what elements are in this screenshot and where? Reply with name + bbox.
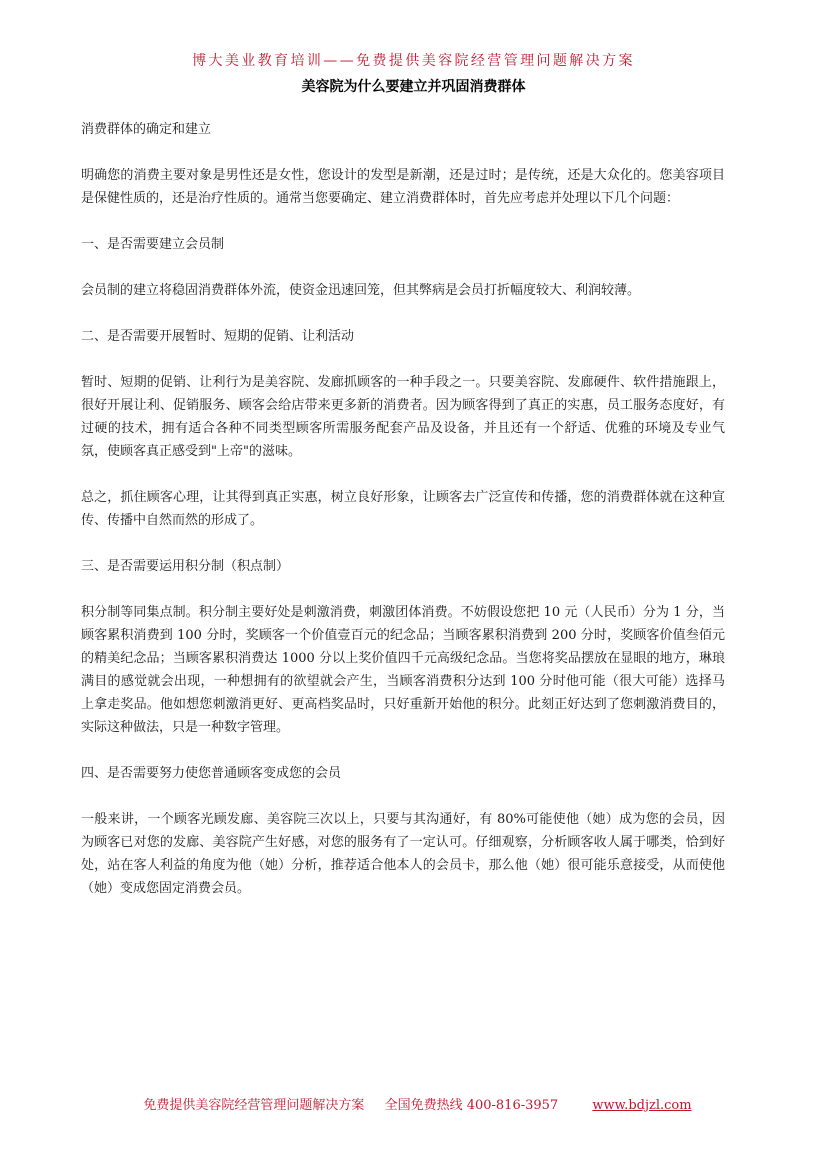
section-heading: 四、是否需要努力使您普通顾客变成您的会员 xyxy=(81,766,342,781)
body-paragraph: 会员制的建立将稳固消费群体外流，使资金迅速回笼，但其弊病是会员打折幅度较大、利润较薄。 xyxy=(81,283,641,298)
document-body xyxy=(81,118,725,900)
body-paragraph: 积分制等同集点制。积分制主要好处是刺激消费，刺激团体消费。不妨假设您把 10 元（人民币）分为 1 分，当顾客累积消费到 100 分时，奖顾客一个价值壹百元的纪念品；当顾客累积消费到 200 分时，奖顾客价值叁佰元的精美纪念品；当顾客累积消费达 1000 分以上奖价值四千元高级纪念品。当您将奖品摆放在显眼的地方，琳琅满目的感觉就会出现，一种想拥有的欲望就会产生，当顾客消费积分达到 100 分时他可能（很大可能）选择马上拿走奖品。他如想您刺激消更好、更高档奖品时，只好重新开始他的积分。此刻正好达到了您刺激消费目的，实际这种做法，只是一种数字管理。 xyxy=(81,605,725,735)
footer-website-link[interactable]: www.bdjzl.com xyxy=(592,1098,692,1113)
section-heading: 一、是否需要建立会员制 xyxy=(81,237,225,252)
page-footer xyxy=(0,1094,827,1113)
body-paragraph: 明确您的消费主要对象是男性还是女性，您设计的发型是新潮，还是过时；是传统，还是大众化的。您美容项目是保健性质的，还是治疗性质的。通常当您要确定、建立消费群体时，首先应考虑并处理以下几个问题： xyxy=(81,168,725,206)
footer-hotline: 全国免费热线 400-816-3957 xyxy=(384,1098,559,1113)
section-heading: 消费群体的确定和建立 xyxy=(81,122,212,137)
body-paragraph: 总之，抓住顾客心理，让其得到真正实惠，树立良好形象，让顾客去广泛宣传和传播，您的消费群体就在这种宣传、传播中自然而然的形成了。 xyxy=(81,490,725,528)
body-paragraph: 暂时、短期的促销、让利行为是美容院、发廊抓顾客的一种手段之一。只要美容院、发廊硬件、软件措施跟上，很好开展让利、促销服务、顾客会给店带来更多新的消费者。因为顾客得到了真正的实惠，员工服务态度好，有过硬的技术，拥有适合各种不同类型顾客所需服务配套产品及设备，并且还有一个舒适、优雅的环境及专业气氛，使顾客真正感受到"上帝"的滋味。 xyxy=(81,375,725,459)
section-heading: 三、是否需要运用积分制（积点制） xyxy=(81,559,290,574)
footer-slogan: 免费提供美容院经营管理问题解决方案 xyxy=(143,1098,365,1113)
body-paragraph: 一般来讲，一个顾客光顾发廊、美容院三次以上，只要与其沟通好，有 80%可能使他（她）成为您的会员，因为顾客已对您的发廊、美容院产生好感，对您的服务有了一定认可。仔细观察，分析顾客收人属于哪类，恰到好处，站在客人利益的角度为他（她）分析，推荐适合他本人的会员卡，那么他（她）很可能乐意接受，从而使他（她）变成您固定消费会员。 xyxy=(81,812,725,896)
document-title: 美容院为什么要建立并巩固消费群体 xyxy=(301,79,526,95)
section-heading: 二、是否需要开展暂时、短期的促销、让利活动 xyxy=(81,329,355,344)
header-banner: 博大美业教育培训——免费提供美容院经营管理问题解决方案 xyxy=(192,53,635,69)
